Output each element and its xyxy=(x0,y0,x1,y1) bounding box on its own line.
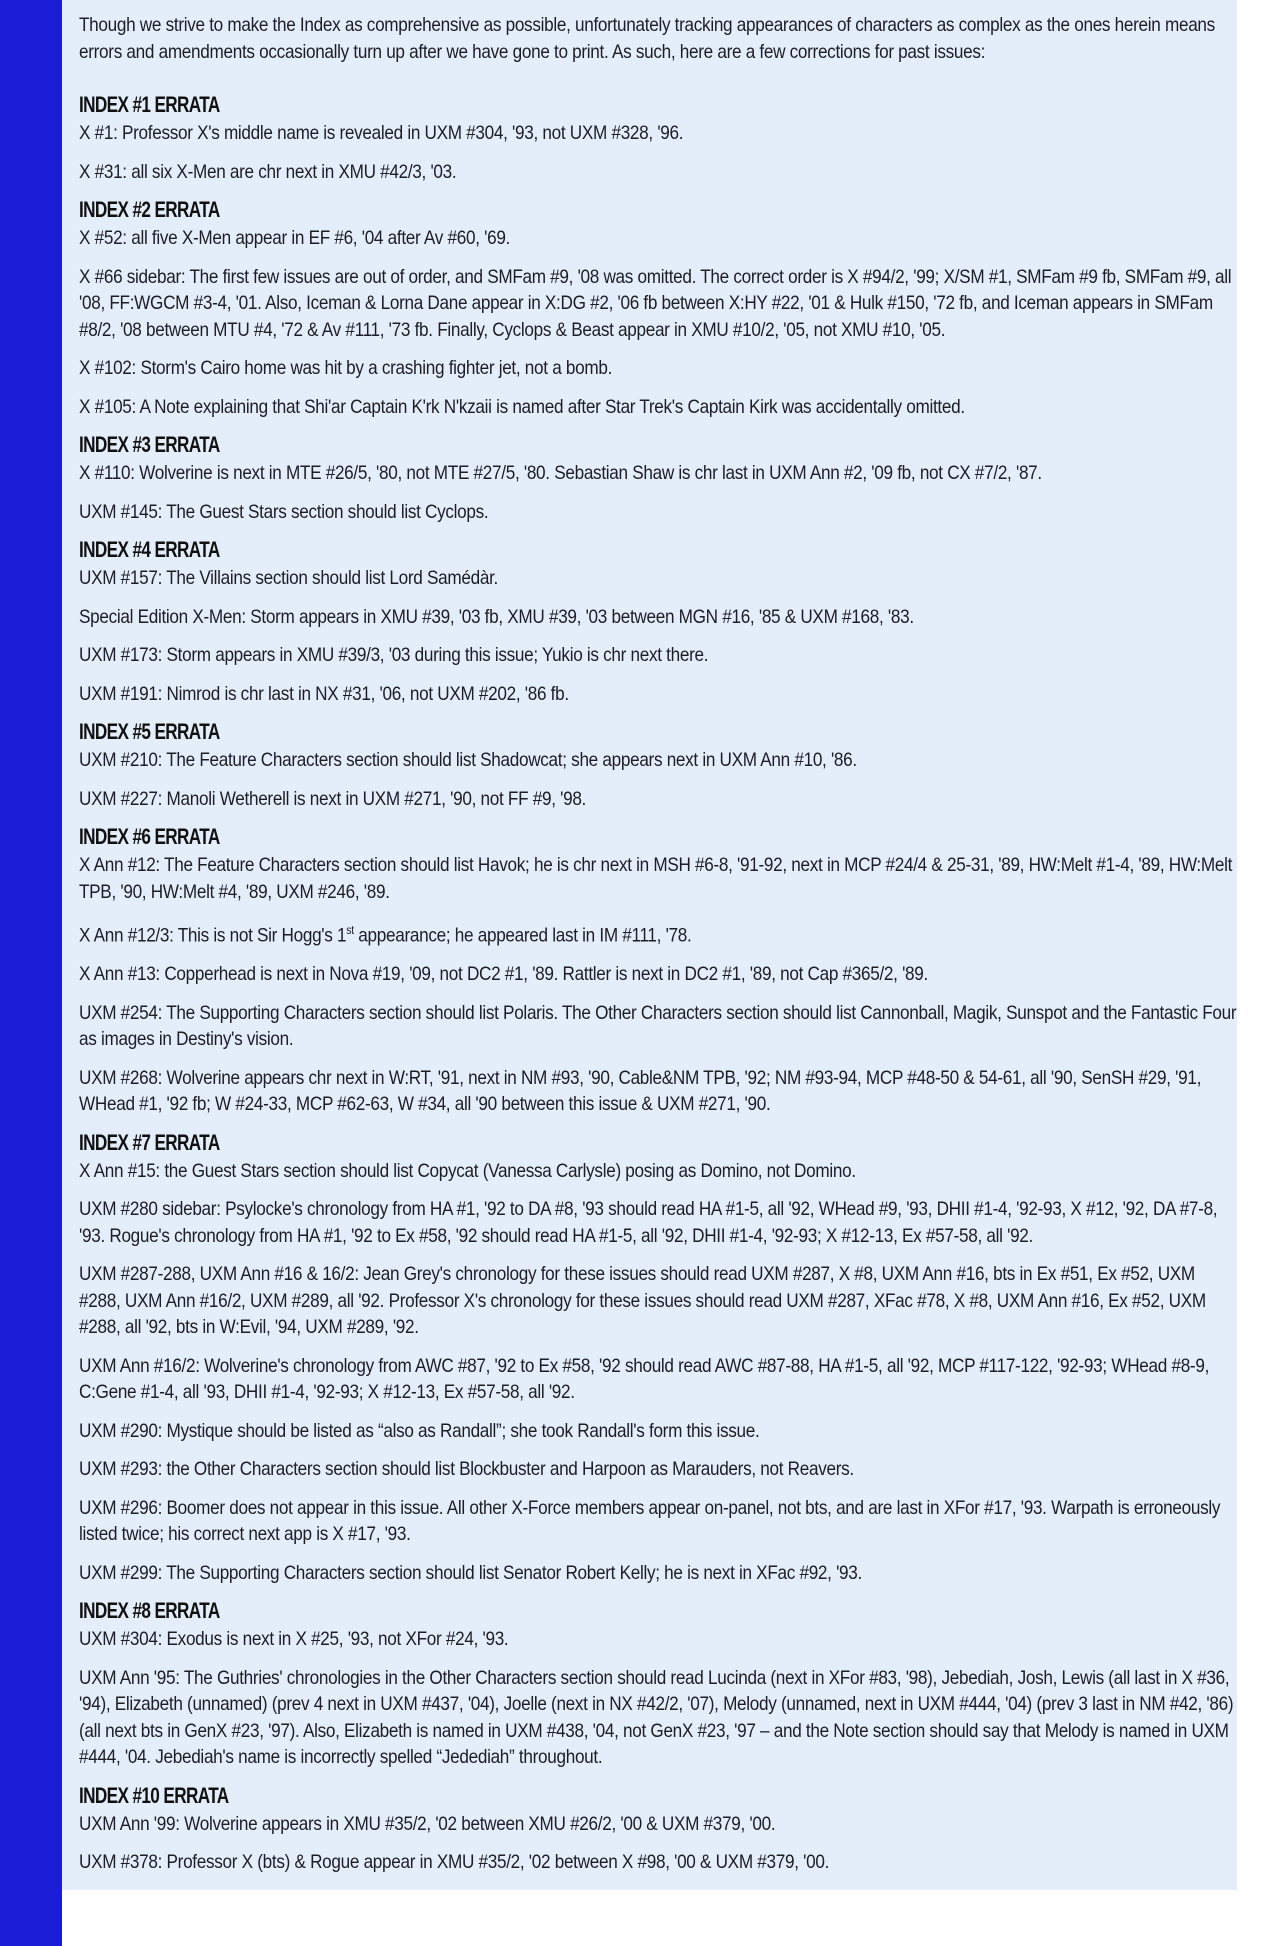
section-heading: INDEX #2 ERRATA xyxy=(79,197,220,222)
intro-paragraph: Though we strive to make the Index as comprehensive as possible, unfortunately tracking appearances of characters as complex as the ones herein means errors and amendments occasionally turn up after we have gone to print. As such, here are a few corrections for past issues: xyxy=(79,14,1215,63)
errata-entry: UXM #290: Mystique should be listed as “also as Randall”; she took Randall's form this issue. xyxy=(79,1419,760,1442)
errata-panel xyxy=(62,0,1237,1890)
errata-entry: X #110: Wolverine is next in MTE #26/5, '80, not MTE #27/5, '80. Sebastian Shaw is chr last in UXM Ann #2, '09 fb, not CX #7/2, '87. xyxy=(79,462,1042,484)
section-heading: INDEX #1 ERRATA xyxy=(79,92,220,117)
errata-entry: UXM #280 sidebar: Psylocke's chronology from HA #1, '92 to DA #8, '93 should read HA #1-5, all '92, WHead #9, '93, DHII #1-4, '92-93, X #12, '92, DA #7-8, '93. Rogue's chronology from HA #1, '92 to Ex #58, '92 should read HA #1-5, all '92, DHII #1-4, '92-93; X #12-13, Ex #57-58, all '92. xyxy=(79,1198,1218,1247)
errata-entry: X #52: all five X-Men appear in EF #6, '04 after Av #60, '69. xyxy=(79,227,511,249)
errata-entry: UXM #145: The Guest Stars section should list Cyclops. xyxy=(79,500,489,523)
errata-entry: UXM #304: Exodus is next in X #25, '93, not XFor #24, '93. xyxy=(79,1628,509,1650)
errata-entry: X #31: all six X-Men are chr next in XMU #42/3, '03. xyxy=(79,160,457,183)
errata-entry: X #1: Professor X's middle name is revealed in UXM #304, '93, not UXM #328, '96. xyxy=(79,122,684,144)
section-heading: INDEX #5 ERRATA xyxy=(79,719,220,744)
errata-entry: X #105: A Note explaining that Shi'ar Captain K'rk N'kzaii is named after Star Trek's Captain Kirk was accidentally omitted. xyxy=(79,395,965,418)
errata-entry: UXM Ann '95: The Guthries' chronologies in the Other Characters section should read Lucinda (next in XFor #83, '98), Jebediah, Josh, Lewis (all last in X #36, '94), Elizabeth (unnamed) (prev 4 next in UXM #437, '04), Joelle (next in NX #42/2, '07), Melody (unnamed, next in UXM #444, '04) (prev 3 last in NM #42, '86) (all next bts in GenX #23, '97). Also, Elizabeth is named in UXM #438, '04, not GenX #23, '97 – and the Note section should say that Melody is named in UXM #444, '04. Jebediah's name is incorrectly spelled “Jedediah” throughout. xyxy=(79,1666,1234,1768)
errata-entry: UXM #254: The Supporting Characters section should list Polaris. The Other Characters section should list Cannonball, Magik, Sunspot and the Fantastic Four as images in Destiny's vision. xyxy=(79,1001,1237,1050)
errata-entry: X Ann #13: Copperhead is next in Nova #19, '09, not DC2 #1, '89. Rattler is next in DC2 #1, '89, not Cap #365/2, '89. xyxy=(79,963,928,985)
errata-entry: UXM #210: The Feature Characters section should list Shadowcat; she appears next in UXM Ann #10, '86. xyxy=(79,749,857,771)
errata-entry: UXM #287-288, UXM Ann #16 & 16/2: Jean Grey's chronology for these issues should read UXM #287, X #8, UXM Ann #16, bts in Ex #51, Ex #52, UXM #288, UXM Ann #16/2, UXM #289, all '92. Professor X's chronology for these issues should read UXM #287, XFac #78, X #8, UXM Ann #16, Ex #52, UXM #288, all '92, bts in W:Evil, '94, UXM #289, '92. xyxy=(79,1263,1206,1338)
left-color-bar xyxy=(0,0,62,1946)
errata-entry: UXM #268: Wolverine appears chr next in W:RT, '91, next in NM #93, '90, Cable&NM TPB, '92; NM #93-94, MCP #48-50 & 54-61, all '90, SenSH #29, '91, WHead #1, '92 fb; W #24-33, MCP #62-63, W #34, all '90 between this issue & UXM #271, '90. xyxy=(79,1066,1202,1115)
errata-entry: UXM #299: The Supporting Characters section should list Senator Robert Kelly; he is next in XFac #92, '93. xyxy=(79,1561,862,1584)
errata-sections xyxy=(79,92,1237,1876)
errata-entry: X Ann #15: the Guest Stars section should list Copycat (Vanessa Carlysle) posing as Domino, not Domino. xyxy=(79,1159,856,1182)
errata-entry: UXM #157: The Villains section should list Lord Samédàr. xyxy=(79,567,498,589)
errata-entry: X #66 sidebar: The first few issues are out of order, and SMFam #9, '08 was omitted. The correct order is X #94/2, '99; X/SM #1, SMFam #9 fb, SMFam #9, all '08, FF:WGCM #3-4, '01. Also, Iceman & Lorna Dane appear in X:DG #2, '06 fb between X:HY #22, '01 & Hulk #150, '72 fb, and Iceman appears in SMFam #8/2, '08 between MTU #4, '72 & Av #111, '73 fb. Finally, Cyclops & Beast appear in XMU #10/2, '05, not XMU #10, '05. xyxy=(79,265,1232,341)
section-heading: INDEX #10 ERRATA xyxy=(79,1782,229,1808)
errata-entry: UXM Ann '99: Wolverine appears in XMU #35/2, '02 between XMU #26/2, '00 & UXM #379, '00. xyxy=(79,1812,776,1835)
page-bottom-margin xyxy=(62,1890,1280,1946)
errata-entry: UXM Ann #16/2: Wolverine's chronology from AWC #87, '92 to Ex #58, '92 should read AWC #87-88, HA #1-5, all '92, MCP #117-122, '92-93; WHead #8-9, C:Gene #1-4, all '93, DHII #1-4, '92-93; X #12-13, Ex #57-58, all '92. xyxy=(79,1354,1210,1403)
errata-entry: UXM #293: the Other Characters section should list Blockbuster and Harpoon as Marauders, not Reavers. xyxy=(79,1458,854,1480)
section-heading: INDEX #7 ERRATA xyxy=(79,1129,220,1155)
section-heading: INDEX #4 ERRATA xyxy=(79,537,220,562)
errata-entry: Special Edition X-Men: Storm appears in XMU #39, '03 fb, XMU #39, '03 between MGN #16, '85 & UXM #168, '83. xyxy=(79,605,914,628)
errata-entry: UXM #191: Nimrod is chr last in NX #31, '06, not UXM #202, '86 fb. xyxy=(79,682,569,705)
section-heading: INDEX #6 ERRATA xyxy=(79,824,220,849)
section-heading: INDEX #8 ERRATA xyxy=(79,1598,220,1623)
errata-entry: UXM #173: Storm appears in XMU #39/3, '03 during this issue; Yukio is chr next there. xyxy=(79,644,709,666)
errata-entry: UXM #227: Manoli Wetherell is next in UXM #271, '90, not FF #9, '98. xyxy=(79,787,587,810)
errata-entry: UXM #296: Boomer does not appear in this issue. All other X-Force members appear on-panel, not bts, and are last in XFor #17, '93. Warpath is erroneously listed twice; his correct next app is X #17, '93. xyxy=(79,1496,1221,1545)
section-heading: INDEX #3 ERRATA xyxy=(79,432,220,457)
errata-entry: X Ann #12/3: This is not Sir Hogg's 1st appearance; he appeared last in IM #111, '78. xyxy=(79,923,692,947)
errata-entry: X Ann #12: The Feature Characters section should list Havok; he is chr next in MSH #6-8, '91-92, next in MCP #24/4 & 25-31, '89, HW:Melt #1-4, '89, HW:Melt TPB, '90, HW:Melt #4, '89, UXM #246, '89. xyxy=(79,854,1233,903)
errata-entry: UXM #378: Professor X (bts) & Rogue appear in XMU #35/2, '02 between X #98, '00 & UXM #379, '00. xyxy=(79,1851,830,1873)
errata-entry: X #102: Storm's Cairo home was hit by a crashing fighter jet, not a bomb. xyxy=(79,357,613,379)
